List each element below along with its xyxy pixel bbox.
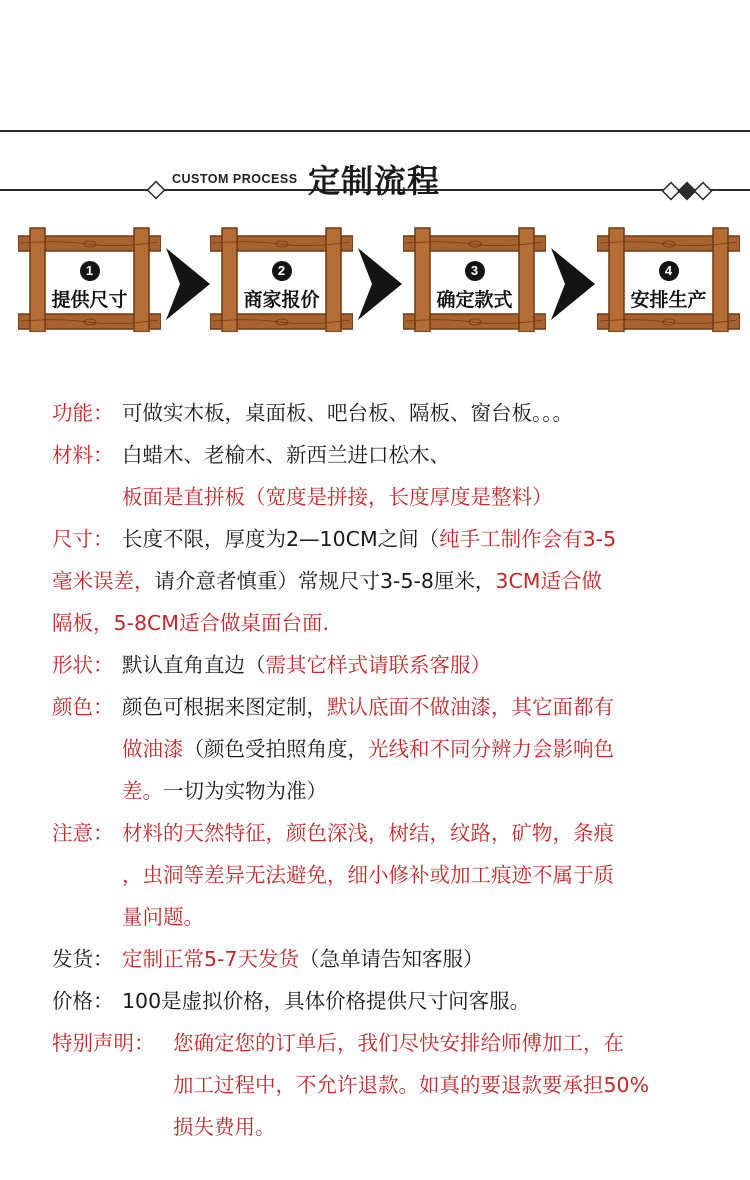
spec-special-line1: 您确定您的订单后，我们尽快安排给师傅加工，在 [173, 1031, 624, 1055]
spec-row-color-cont [0, 728, 750, 770]
step-label: 商家报价 [243, 289, 320, 311]
top-divider [0, 130, 750, 132]
spec-key-price: 价格： [52, 989, 114, 1013]
spec-note-line2: ，虫洞等差异无法避免，细小修补或加工痕迹不属于质 [122, 863, 614, 887]
spec-shape-a: 默认直角直边（ [122, 653, 266, 677]
spec-ship-a: 定制正常5-7天发货 [122, 947, 299, 971]
spec-key-ship: 发货： [52, 947, 114, 971]
spec-color-line2b: （颜色受拍照角度， [183, 737, 368, 761]
spec-size-line1b: 纯手工制作会有3-5 [439, 527, 617, 551]
diamond-cluster-icon [660, 180, 716, 202]
section-header [0, 150, 750, 210]
spec-key-material: 材料： [52, 443, 114, 467]
spec-material-line1: 白蜡木、老榆木、新西兰进口松木、 [122, 443, 450, 467]
step-number: 4 [597, 260, 740, 281]
header-subtitle: CUSTOM PROCESS [172, 172, 298, 186]
step-number: 2 [210, 260, 353, 281]
spec-note-line1: 材料的天然特征，颜色深浅，树结，纹路，矿物，条痕 [122, 821, 614, 845]
spec-row-size-cont2 [0, 602, 750, 644]
spec-key-shape: 形状： [52, 653, 114, 677]
spec-color-line3a: 差。 [122, 779, 163, 803]
spec-color-line2c: 光线和不同分辨力会影响色 [368, 737, 614, 761]
spec-key-note: 注意： [52, 821, 114, 845]
spec-row-note-cont [0, 854, 750, 896]
spec-key-special: 特别声明： [52, 1031, 155, 1055]
process-step [403, 226, 546, 332]
spec-color-line1a: 颜色可根据来图定制， [122, 695, 327, 719]
spec-function-text: 可做实木板，桌面板、吧台板、隔板、窗台板。。。 [122, 401, 573, 425]
spec-color-line3b: 一切为实物为准） [163, 779, 327, 803]
spec-row-note-cont2 [0, 896, 750, 938]
step-label: 安排生产 [630, 289, 707, 311]
step-label: 确定款式 [436, 289, 513, 311]
spec-size-line2c: 3CM适合做 [495, 569, 602, 593]
spec-size-line3: 隔板，5-8CM适合做桌面台面. [52, 611, 329, 635]
process-step [18, 226, 161, 332]
arrow-right-icon [356, 246, 404, 322]
step-label: 提供尺寸 [51, 289, 128, 311]
spec-row-size-cont [0, 560, 750, 602]
step-number: 1 [18, 260, 161, 281]
spec-color-line2a: 做油漆 [122, 737, 184, 761]
spec-key-color: 颜色： [52, 695, 114, 719]
process-flow [0, 226, 750, 342]
spec-special-line3: 损失费用。 [173, 1115, 276, 1139]
spec-key-function: 功能： [52, 401, 114, 425]
step-number: 3 [403, 260, 546, 281]
spec-size-line2b: 请介意者慎重）常规尺寸3-5-8厘米， [154, 569, 496, 593]
spec-row-material [0, 434, 750, 476]
arrow-right-icon [549, 246, 597, 322]
spec-row-material-cont [0, 476, 750, 518]
spec-material-line2: 板面是直拼板（宽度是拼接，长度厚度是整料） [122, 485, 553, 509]
spec-row-special-cont [0, 1064, 750, 1106]
spec-row-special [0, 1022, 750, 1064]
spec-row-special-cont2 [0, 1106, 750, 1148]
spec-row-price [0, 980, 750, 1022]
spec-row-ship [0, 938, 750, 980]
spec-list [0, 392, 750, 1148]
spec-color-line1b: 默认底面不做油漆，其它面都有 [327, 695, 614, 719]
process-step [210, 226, 353, 332]
arrow-right-icon [164, 246, 212, 322]
spec-row-note [0, 812, 750, 854]
spec-size-line2a: 毫米误差， [52, 569, 155, 593]
spec-special-line2: 加工过程中，不允许退款。如真的要退款要承担50% [173, 1073, 650, 1097]
spec-row-color-cont2 [0, 770, 750, 812]
page-title: 定制流程 [308, 162, 441, 200]
spec-shape-b: 需其它样式请联系客服） [265, 653, 491, 677]
spec-key-size: 尺寸： [52, 527, 114, 551]
spec-price-text: 100是虚拟价格，具体价格提供尺寸问客服。 [122, 989, 531, 1013]
spec-row-shape [0, 644, 750, 686]
spec-note-line3: 量问题。 [122, 905, 204, 929]
spec-row-function [0, 392, 750, 434]
spec-ship-b: （急单请告知客服） [298, 947, 484, 971]
spec-size-line1a: 长度不限，厚度为2—10CM之间（ [122, 527, 440, 551]
spec-row-color [0, 686, 750, 728]
process-step [597, 226, 740, 332]
diamond-left-icon [146, 180, 166, 200]
spec-row-size [0, 518, 750, 560]
